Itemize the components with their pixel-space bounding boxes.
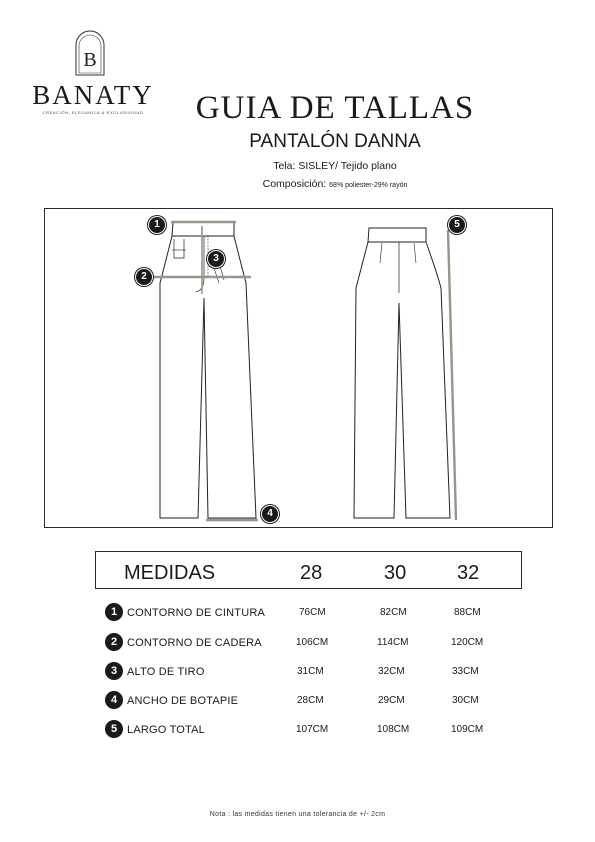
size-header-32: 32 <box>457 562 480 584</box>
marker-hip-icon: 2 <box>135 268 153 286</box>
row-number-badge: 1 <box>105 603 123 621</box>
tolerance-note: Nota : las medidas tienen una tolerancia de +/- 2cm <box>209 811 386 818</box>
marker-length-icon: 5 <box>448 216 466 234</box>
composition-label: Composición: <box>262 178 327 190</box>
row-label-hem: ANCHO DE BOTAPIE <box>127 695 239 707</box>
fabric-line <box>170 160 500 172</box>
product-name: PANTALÓN DANNA <box>249 131 421 152</box>
fabric-label: Tela: <box>273 160 296 172</box>
cell-hip-30: 114CM <box>377 637 409 648</box>
cell-length-30: 108CM <box>377 724 410 735</box>
cell-rise-30: 32CM <box>378 666 405 677</box>
marker-rise-icon: 3 <box>207 250 225 268</box>
cell-hem-30: 29CM <box>378 695 405 706</box>
cell-waist-32: 88CM <box>454 607 481 618</box>
front-view-pants <box>160 222 256 518</box>
brand-tagline: CREACIÓN, ELEGANCIA & EXCLUSIVIDAD <box>42 110 144 115</box>
size-header-28: 28 <box>300 562 323 584</box>
cell-hip-32: 120CM <box>451 637 484 648</box>
brand-name: BANATY <box>32 80 154 110</box>
cell-rise-28: 31CM <box>297 666 324 677</box>
size-header-30: 30 <box>384 562 407 584</box>
marker-waist-icon: 1 <box>148 216 166 234</box>
length-measure-line <box>448 230 456 520</box>
pants-technical-drawing <box>44 208 553 528</box>
cell-hem-28: 28CM <box>297 695 324 706</box>
page-title: GUIA DE TALLAS <box>195 90 475 126</box>
cell-hip-28: 106CM <box>296 637 329 648</box>
cell-length-32: 109CM <box>451 724 484 735</box>
table-header-label: MEDIDAS <box>124 562 216 584</box>
row-number-badge: 5 <box>105 720 123 738</box>
composition-line <box>170 178 500 190</box>
cell-length-28: 107CM <box>296 724 329 735</box>
row-label-waist: CONTORNO DE CINTURA <box>127 607 266 619</box>
cell-hem-32: 30CM <box>452 695 479 706</box>
composition-value: 68% poliester-29% rayón <box>329 182 408 189</box>
fabric-value: SISLEY/ Tejido plano <box>298 160 397 172</box>
row-number-badge: 4 <box>105 691 123 709</box>
cell-rise-32: 33CM <box>452 666 479 677</box>
row-label-length: LARGO TOTAL <box>127 724 206 736</box>
brand-monogram-letter: B <box>83 49 97 71</box>
marker-hem-icon: 4 <box>261 505 279 523</box>
cell-waist-30: 82CM <box>380 607 407 618</box>
back-view-pants <box>354 228 450 518</box>
row-number-badge: 3 <box>105 662 123 680</box>
cell-waist-28: 76CM <box>299 607 326 618</box>
row-label-hip: CONTORNO DE CADERA <box>127 637 262 649</box>
row-label-rise: ALTO DE TIRO <box>127 666 205 678</box>
brand-monogram-logo <box>73 28 107 76</box>
row-number-badge: 2 <box>105 633 123 651</box>
